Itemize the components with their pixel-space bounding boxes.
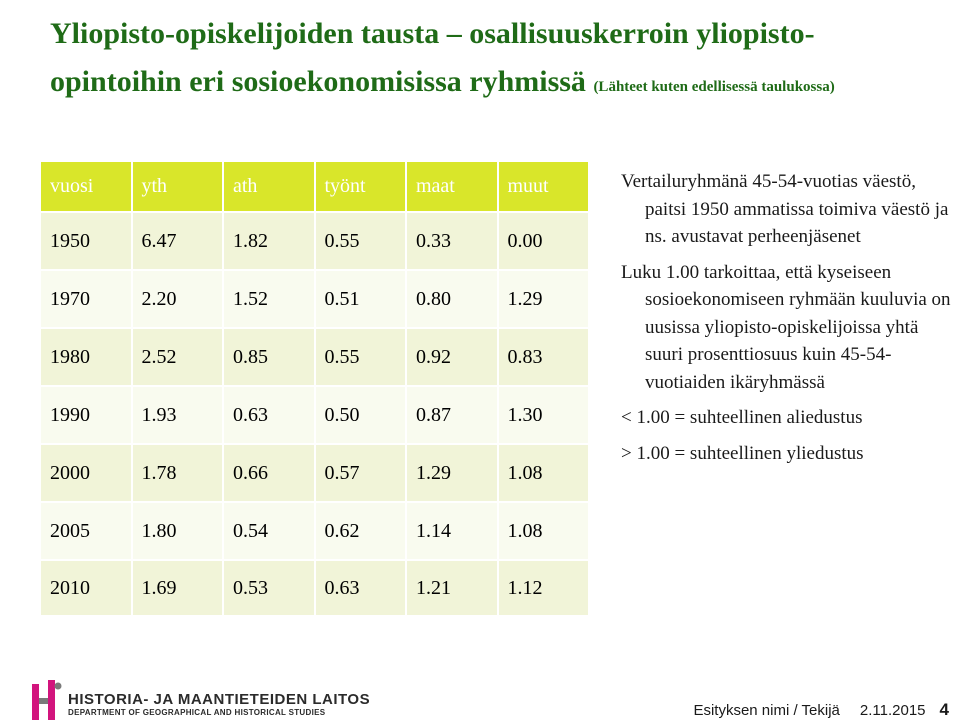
- value-cell: 1.08: [498, 444, 590, 502]
- year-cell: 1980: [40, 328, 132, 386]
- year-cell: 1950: [40, 212, 132, 270]
- participation-table: [39, 160, 590, 617]
- value-cell: 1.14: [406, 502, 498, 560]
- year-cell: 2000: [40, 444, 132, 502]
- value-cell: 0.80: [406, 270, 498, 328]
- note-reference-group: Vertailuryhmänä 45-54-vuotias väestö, paitsi 1950 ammatissa toimiva väestö ja ns. avustavat perheenjäsenet: [621, 171, 949, 247]
- value-cell: 1.21: [406, 560, 498, 616]
- value-cell: 0.53: [223, 560, 315, 616]
- table-row: [40, 328, 589, 386]
- value-cell: 0.55: [315, 328, 407, 386]
- table-row: [40, 270, 589, 328]
- value-cell: 2.52: [132, 328, 224, 386]
- value-cell: 1.30: [498, 386, 590, 444]
- table-row: [40, 560, 589, 616]
- year-cell: 1990: [40, 386, 132, 444]
- value-cell: 0.55: [315, 212, 407, 270]
- value-cell: 0.00: [498, 212, 590, 270]
- page-title: [50, 10, 930, 111]
- value-cell: 1.93: [132, 386, 224, 444]
- year-cell: 1970: [40, 270, 132, 328]
- value-cell: 1.78: [132, 444, 224, 502]
- department-logo-icon: [30, 678, 62, 724]
- presentation-date: 2.11.2015: [859, 702, 926, 719]
- explanation-notes: [621, 168, 951, 475]
- presentation-author: Esityksen nimi / Tekijä: [693, 702, 840, 719]
- year-cell: 2010: [40, 560, 132, 616]
- column-header: työnt: [315, 161, 407, 212]
- value-cell: 0.66: [223, 444, 315, 502]
- department-name: HISTORIA- JA MAANTIETEIDEN LAITOS: [68, 691, 371, 708]
- value-cell: 0.54: [223, 502, 315, 560]
- value-cell: 6.47: [132, 212, 224, 270]
- value-cell: 0.62: [315, 502, 407, 560]
- column-header: muut: [498, 161, 590, 212]
- value-cell: 0.92: [406, 328, 498, 386]
- department-name-english: DEPARTMENT OF GEOGRAPHICAL AND HISTORICAL STUDIES: [68, 708, 326, 717]
- value-cell: 0.57: [315, 444, 407, 502]
- value-cell: 1.80: [132, 502, 224, 560]
- column-header: vuosi: [40, 161, 132, 212]
- value-cell: 0.85: [223, 328, 315, 386]
- page-number: 4: [939, 700, 949, 719]
- note-underrepresentation: < 1.00 = suhteellinen aliedustus: [621, 407, 863, 428]
- value-cell: 1.29: [498, 270, 590, 328]
- value-cell: 1.82: [223, 212, 315, 270]
- footer: [0, 670, 959, 724]
- table-row: [40, 444, 589, 502]
- title-source-note: (Lähteet kuten edellisessä taulukossa): [593, 79, 835, 95]
- value-cell: 0.83: [498, 328, 590, 386]
- value-cell: 0.63: [315, 560, 407, 616]
- year-cell: 2005: [40, 502, 132, 560]
- column-header: yth: [132, 161, 224, 212]
- table-header-row: [40, 161, 589, 212]
- value-cell: 1.29: [406, 444, 498, 502]
- column-header: ath: [223, 161, 315, 212]
- value-cell: 0.50: [315, 386, 407, 444]
- table-row: [40, 502, 589, 560]
- value-cell: 1.52: [223, 270, 315, 328]
- value-cell: 0.63: [223, 386, 315, 444]
- note-definition: Luku 1.00 tarkoittaa, että kyseiseen sosioekonomiseen ryhmään kuuluvia on uusissa yliopisto-opiskelijoissa yhtä suuri prosenttiosuus kuin 45-54-vuotiaiden ikäryhmässä: [621, 261, 951, 393]
- value-cell: 1.12: [498, 560, 590, 616]
- value-cell: 2.20: [132, 270, 224, 328]
- column-header: maat: [406, 161, 498, 212]
- title-main: Yliopisto-opiskelijoiden tausta – osallisuuskerroin yliopisto-opintoihin eri sosioekonomisissa ryhmissä: [50, 17, 815, 98]
- table-row: [40, 212, 589, 270]
- value-cell: 0.51: [315, 270, 407, 328]
- value-cell: 0.87: [406, 386, 498, 444]
- value-cell: 1.08: [498, 502, 590, 560]
- table-row: [40, 386, 589, 444]
- value-cell: 0.33: [406, 212, 498, 270]
- note-overrepresentation: > 1.00 = suhteellinen yliedustus: [621, 442, 864, 464]
- footer-info: [673, 700, 949, 720]
- value-cell: 1.69: [132, 560, 224, 616]
